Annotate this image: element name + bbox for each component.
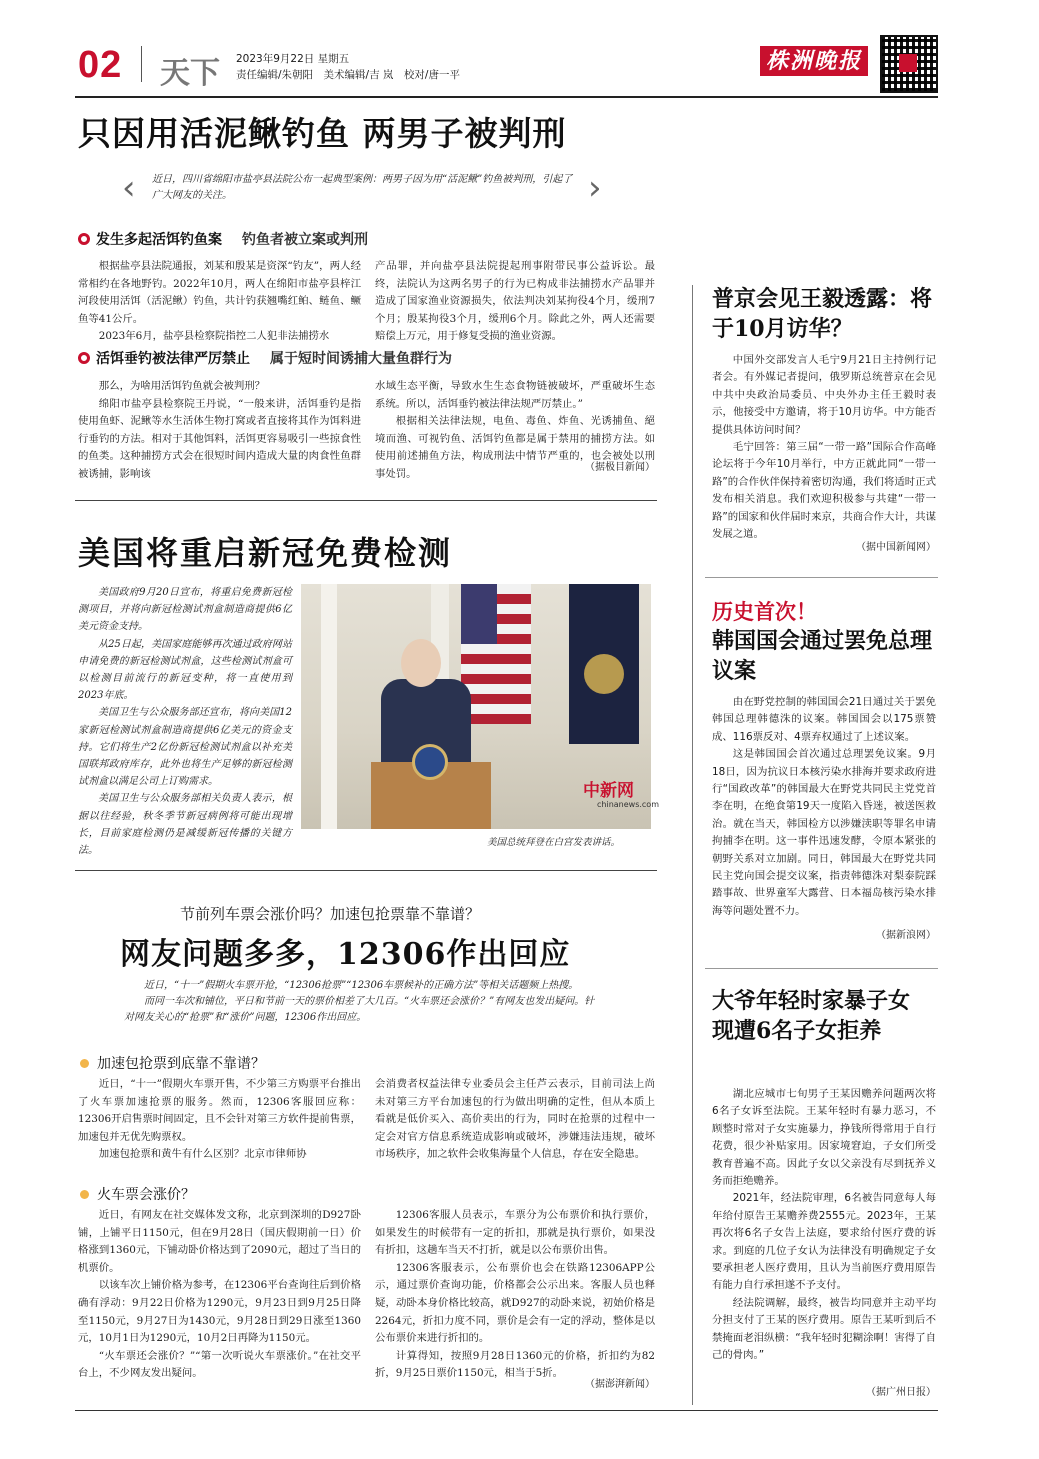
paragraph: 从25日起，美国家庭能够再次通过政府网站申请免费的新冠检测试剂盒，这些检测试剂盒可以检测目前流行的新冠变种，将一直使用到2023年底。 <box>78 638 292 702</box>
rail3-body <box>712 1086 936 1365</box>
rail3-headline: 大爷年轻时家暴子女现遭6名子女拒养 <box>712 988 911 1044</box>
rail2-source: （据新浪网） <box>876 930 936 941</box>
story3-headline: 网友问题多多，12306作出回应 <box>120 937 571 972</box>
story1-sub2-left-column <box>78 378 361 484</box>
rail-divider-horizontal <box>705 577 938 578</box>
paragraph: 近日，“十一”假期火车票开售，不少第三方购票平台推出了火车票加速抢票的服务。然而，12306客服回应称：12306开启售票时间固定，且不会针对第三方软件提前售票，加速包并无优先购票权。 <box>78 1078 361 1143</box>
paragraph: 美国卫生与公众服务部相关负责人表示，根据以往经验，秋冬季节新冠病例将可能出现增长，目前家庭检测仍是减缓新冠传播的关键方法。 <box>78 793 292 857</box>
paragraph: 产品罪，并向盐亭县法院提起刑事附带民事公益诉讼。最终，法院认为这两名男子的行为已构成非法捕捞水产品罪并造成了国家渔业资源损失，依法判决刘某拘役4个月，缓刑7个月；殷某拘役3个月，缓刑6个月。除此之外，两人还需要赔偿上万元，用于修复受损的渔业资源。 <box>375 260 655 343</box>
paragraph: 那么，为啥用活饵钓鱼就会被判刑？ <box>98 380 266 392</box>
rail2-body <box>712 694 936 920</box>
paragraph: 12306客服表示，公布票价也会在铁路12306APP公示，通过票价查询功能，价格都会公示出来。客服人员也释疑，动卧本身价格比较高，就D927的动卧来说，初始价格是2264元，折扣力度不同，票价是会有一定的浮动，整体是以公布票价来进行折扣的。 <box>375 1261 655 1345</box>
paragraph: 美国卫生与公众服务部还宣布，将向美国12家新冠检测试剂盒制造商提供6亿美元的资金支持。它们将生产2亿份新冠检测试剂盒以补充美国联邦政府库存，此外也将生产足够的新冠检测试剂盒以满足公司上订购需求。 <box>78 707 292 788</box>
story2-headline: 美国将重启新冠免费检测 <box>78 534 453 572</box>
question-text: 火车票会涨价？ <box>97 1187 195 1203</box>
paragraph: 经法院调解，最终，被告均同意并主动平均分担支付了王某的医疗费用。原告王某听到后不禁掩面老泪纵横：“我年轻时犯糊涂啊！害得了自己的骨肉。” <box>712 1296 936 1362</box>
lede-line: 近日，“十一”假期火车票开抢，“12306抢票”“12306车票候补的正确方法”等相关话题频上热搜。 <box>144 980 579 991</box>
paragraph: 由在野党控制的韩国国会21日通过关于罢免韩国总理韩德洙的议案。韩国国会以175票赞成、116票反对、4票弃权通过了上述议案。 <box>712 696 936 743</box>
paragraph: 湖北应城市七旬男子王某因赡养问题两次将6名子女诉至法院。王某年轻时有暴力恶习，不顾整时常对子女实施暴力，挣钱所得常用于自行花费，很少补贴家用。因家境窘迫，子女们所受教育普遍不高。因此子女以父亲没有尽到抚养义务而拒绝赡养。 <box>712 1088 936 1188</box>
footer-rule <box>75 1410 938 1411</box>
question-text: 加速包抢票到底靠不靠谱？ <box>97 1056 265 1072</box>
story3-lede <box>124 978 596 1026</box>
section-name: 天下 <box>160 56 220 91</box>
story3-q2-right-column <box>375 1207 655 1383</box>
chevron-right-icon: › <box>588 168 602 208</box>
subhead-kicker: 钓鱼者被立案或判刑 <box>242 232 368 248</box>
story1-subhead-1 <box>78 229 368 249</box>
paragraph: 会消费者权益法律专业委员会主任芦云表示，目前司法上尚未对第三方平台加速包的行为做出明确的定性，但从本质上看就是低价买入、高价卖出的行为，同时在抢票的过程中一定会对官方信息系统造成影响或破坏，涉嫌违法违规，破坏市场秩序，加之软件会收集海量个人信息，存在安全隐患。 <box>375 1078 655 1161</box>
yellow-bullet-icon <box>80 1190 89 1199</box>
column-shape <box>321 584 337 829</box>
rail-divider-horizontal <box>705 968 938 969</box>
rail1-headline: 普京会见王毅透露：将于10月访华？ <box>712 286 933 342</box>
red-ring-icon <box>78 352 90 364</box>
rail-divider <box>692 285 693 1405</box>
rail1-body <box>712 352 936 543</box>
story3-question-1 <box>80 1053 265 1073</box>
yellow-bullet-icon <box>80 1059 89 1068</box>
photo-watermark-url: chinanews.com <box>597 800 659 809</box>
editor-credits: 责任编辑/朱朝阳 美术编辑/吉 岚 校对/唐一平 <box>236 69 460 81</box>
header-rule <box>75 96 938 98</box>
story1-sub1-right-column <box>375 258 655 346</box>
paragraph: 根据相关法律法规，电鱼、毒鱼、炸鱼、光诱捕鱼、絕境而渔、可视钓鱼、活饵钓鱼都是属于禁用的捕捞方法。如使用前述捕鱼方法，构成刑法中情节严重的，也会被处以刑事处罚。 <box>375 415 655 480</box>
story3-kicker: 节前列车票会涨价吗？加速包抢票靠不靠谱？ <box>180 905 481 923</box>
story2-body <box>78 584 292 859</box>
podium-seal-shape <box>412 744 448 780</box>
rail3-source: （据广州日报） <box>866 1387 936 1398</box>
story3-source: （据澎湃新闻） <box>585 1379 655 1390</box>
paragraph: 计算得知，按照9月28日1360元的价格，折扣约为82折，9月25日票价1150元，相当于5折。 <box>375 1349 655 1380</box>
paragraph: 根据盐亭县法院通报，刘某和殷某是资深“钓友”，两人经常相约在各地野钓。2022年10月，两人在绵阳市盐亭县梓江河段使用活饵（活泥鳅）钓鱼，共计钓获翘嘴红鲌、鲢鱼、鳜鱼等41公斤。 <box>78 260 361 325</box>
header-divider <box>141 46 142 82</box>
story3-q2-left-column <box>78 1207 361 1383</box>
paragraph: “火车票还会涨价？”“第一次听说火车票涨价。”在社交平台上，不少网友发出疑问。 <box>78 1349 361 1380</box>
story3-q1-left-column <box>78 1076 361 1164</box>
paragraph: 以该车次上铺价格为参考，在12306平台查询往后到价格确有浮动：9月22日价格为1290元，9月23日到9月25日降至1150元，9月27日为1430元，9月28日到29日涨至1360元，10月1日为1290元，10月2日再降为1150元。 <box>78 1279 361 1345</box>
subhead-kicker: 属于短时间诱捕大量鱼群行为 <box>270 351 452 367</box>
paragraph: 美国政府9月20日宣布，将重启免费新冠检测项目，并将向新冠检测试剂盒制造商提供6亿美元资金支持。 <box>78 587 292 633</box>
paragraph: 2023年6月，盐亭县检察院指控二人犯非法捕捞水 <box>98 330 330 343</box>
flag-seal-shape <box>584 654 624 694</box>
paragraph: 毛宁回答：第三届“一带一路”国际合作高峰论坛将于今年10月举行，中方正就此同“一带一路”的合作伙伴保持着密切沟通，我们将适时正式发布相关消息。我们欢迎积极参与共建“一带一路”的国家和伙伴届时来京，共商合作大计，共谋发展之道。 <box>712 441 936 541</box>
issue-date: 2023年9月22日 星期五 <box>236 53 350 65</box>
paragraph: 近日，有网友在社交媒体发文称，北京到深圳的D927卧铺，上铺平日1150元，但在9月28日（国庆假期前一日）价格涨到1360元，下铺动卧价格达到了2090元，超过了当日的机票价。 <box>78 1209 361 1274</box>
story3-q1-right-column <box>375 1076 655 1164</box>
paragraph: 绵阳市盐亭县检察院王丹说，“一般来讲，活饵垂钓是指使用鱼虾、泥鳅等水生活体生物打窝或者直接将其作为饵料进行垂钓的方法。相对于其他饵料，活饵更容易吸引一些掠食性的鱼类。这种捕捞方式会在很短时间内造成大量的肉食性鱼群被诱捕，影响该 <box>78 397 361 480</box>
news-photo <box>301 584 659 829</box>
story1-headline: 只因用活泥鳅钓鱼 两男子被判刑 <box>78 114 567 153</box>
paragraph: 这是韩国国会首次通过总理罢免议案。9月18日，因为抗议日本核污染水排海并要求政府进行“国政改革”的韩国最大在野党共同民主党党首李在明，在绝食第19天一度陷入昏迷，被送医救治。就在当天，韩国检方以涉嫌渎职等罪名申请拘捕李在明。这一事件迅速发酵，令原本紧张的朝野关系对立加剧。同日，韩国最大在野党共同民主党向国会提交议案，指责韩德洙对梨泰院踩踏事故、世界童军大露营、日本福岛核污染水排海等问题处置不力。 <box>712 748 936 917</box>
story1-lede: 近日，四川省绵阳市盐亭县法院公布一起典型案例：两男子因为用“活泥鳅”钓鱼被判刑，引起了广大网友的关注。 <box>152 174 573 201</box>
photo-caption: 美国总统拜登在白宫发表讲话。 <box>487 837 621 848</box>
rail2-headline: 韩国国会通过罢免总理议案 <box>712 628 933 684</box>
flag-canton-shape <box>461 584 497 644</box>
photo-watermark: 中新网 <box>583 781 634 801</box>
story-divider <box>75 500 657 501</box>
subhead-title: 发生多起活饵钓鱼案 <box>96 232 222 248</box>
paragraph: 水域生态平衡，导致水生生态食物链被破坏，严重破坏生态系统。所以，活饵垂钓被法律法规严厉禁止。” <box>375 380 655 410</box>
lede-line: 而同一车次和铺位，平日和节前一天的票价相差了大几百。“火车票还会涨价？”有网友也发出疑问。针对网友关心的“抢票”和“涨价”问题，12306作出回应。 <box>124 996 595 1023</box>
qr-code-center <box>899 54 917 72</box>
story1-source: （据极目新闻） <box>585 462 655 473</box>
story-divider <box>75 870 657 871</box>
rail1-source: （据中国新闻网） <box>856 542 936 553</box>
paragraph: 12306客服人员表示，车票分为公布票价和执行票价，如果发生的时候带有一定的折扣，那就是执行票价，如果没有折扣，这趟车当天不打折，就是以公布票价出售。 <box>375 1209 655 1257</box>
speaker-head-shape <box>401 639 441 687</box>
newspaper-logo: 株洲晚报 <box>760 46 868 76</box>
subhead-title: 活饵垂钓被法律严厉禁止 <box>96 351 250 367</box>
paragraph: 中国外交部发言人毛宁9月21日主持例行记者会。有外媒记者提问，俄罗斯总统普京在会见中共中央政治局委员、中央外办主任王毅时表示，他接受中方邀请，将于10月访华。中方能否提供具体访问时间？ <box>712 354 936 436</box>
paragraph: 2021年，经法院审理，6名被告同意每人每年给付原告王某赡养费2555元。2023年，王某再次将6名子女告上法庭，要求给付医疗费的诉求。到庭的几位子女认为法律没有明确规定子女要承担老人医疗费用，且认为当前医疗费用原告有能力自行承担遂不予支付。 <box>712 1192 936 1292</box>
story1-subhead-2 <box>78 348 452 368</box>
story3-question-2 <box>80 1184 195 1204</box>
chevron-left-icon: ‹ <box>122 168 136 208</box>
story1-sub1-left-column <box>78 258 361 346</box>
red-ring-icon <box>78 233 90 245</box>
page-number: 02 <box>78 44 123 86</box>
rail2-kicker: 历史首次！ <box>712 600 817 624</box>
paragraph: 加速包抢票和黄牛有什么区别？北京市律师协 <box>98 1148 307 1161</box>
